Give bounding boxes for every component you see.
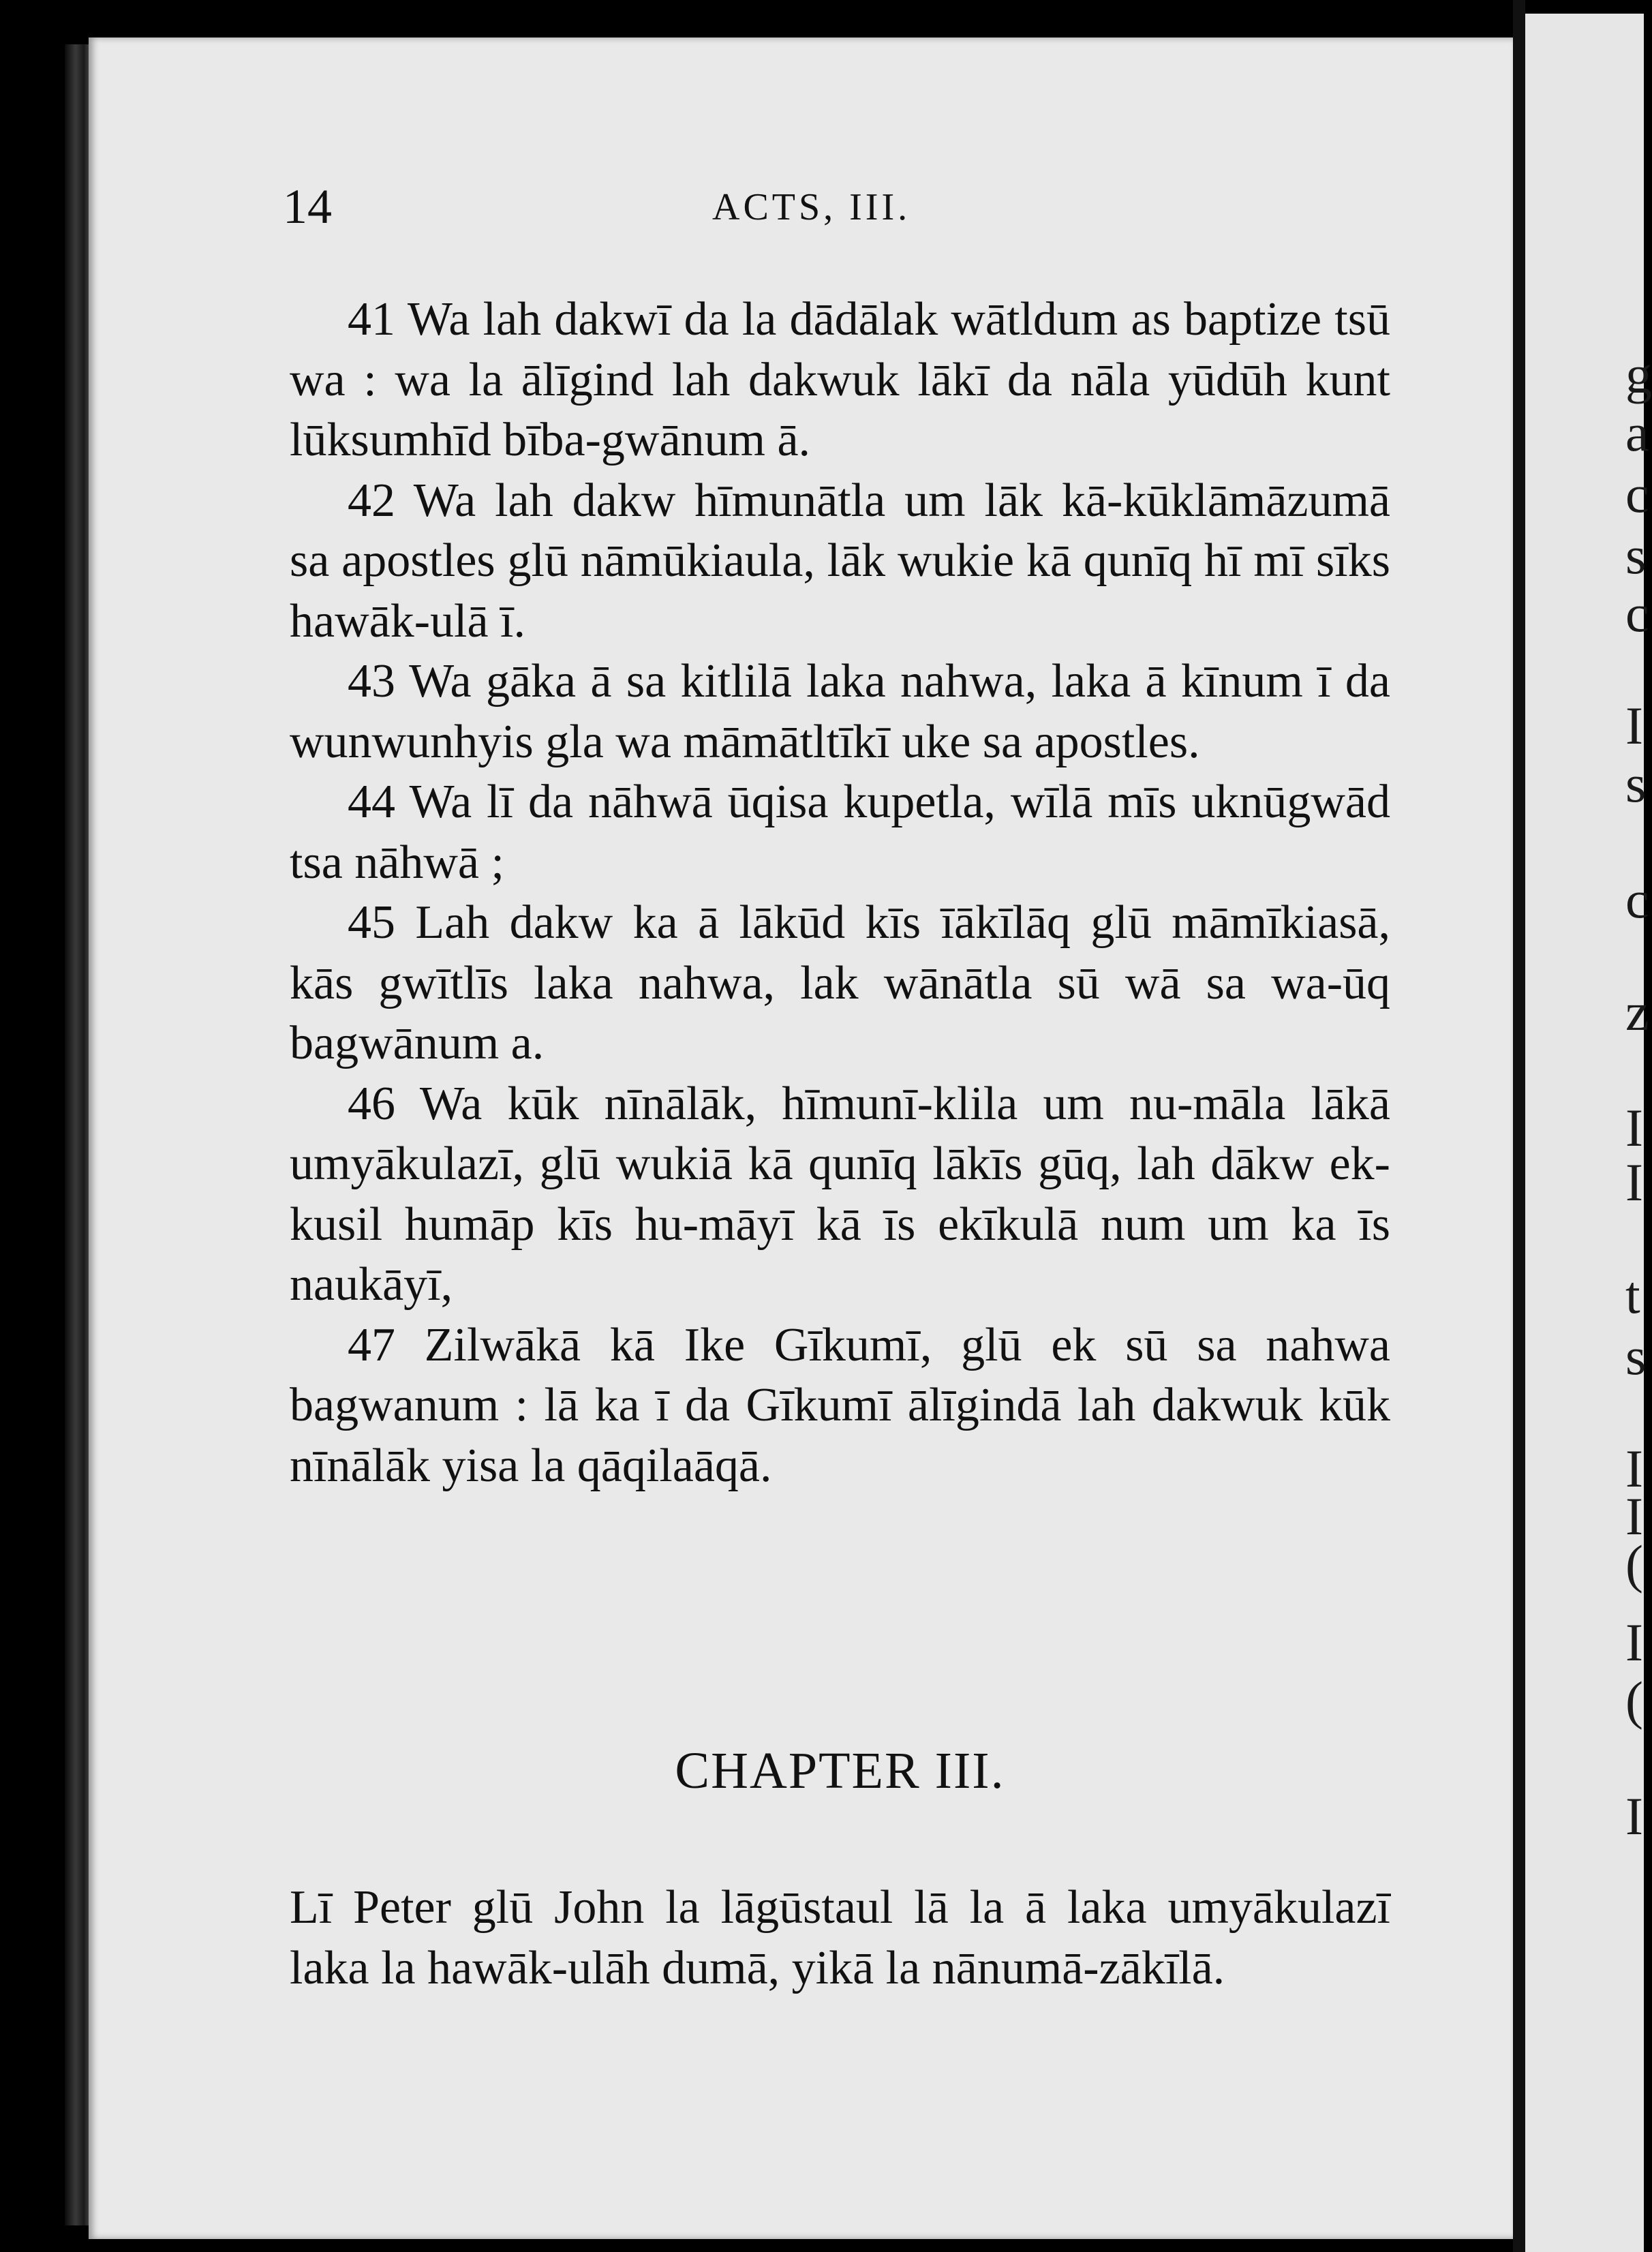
facing-page-letter: g <box>1625 345 1652 404</box>
verse-46: 46 Wa kūk nīnālāk, hīmunī-klila um nu-māla lākā umyākulazī, glū wukiā kā qunīq lākīs gūq, lah dākw ek-kusil humāp kīs hu-māyī kā īs ekīkulā num um ka īs naukāyī, <box>290 1077 1390 1311</box>
verse-block <box>290 290 1390 1496</box>
facing-page-letter: c <box>1625 870 1649 929</box>
chapter-heading: CHAPTER III. <box>675 1742 1005 1799</box>
verse-43: 43 Wa gāka ā sa kitlilā laka nahwa, laka ā kīnum ī da wunwunhyis gla wa māmātltīkī uke sa apostles. <box>290 655 1390 768</box>
facing-page-letter: c <box>1625 464 1649 523</box>
verse-44: 44 Wa lī da nāhwā ūqisa kupetla, wīlā mīs uknūgwād tsa nāhwā ; <box>290 776 1390 889</box>
page-edge <box>65 44 92 2225</box>
verse-41: 41 Wa lah dakwī da la dādālak wātldum as baptize tsū wa : wa la ālīgind lah dakwuk lākī da nāla yūdūh kunt lūksumhīd bība-gwānum ā. <box>290 293 1390 466</box>
facing-page-letter: I <box>1625 1098 1643 1157</box>
facing-page-letter: s <box>1625 754 1647 813</box>
facing-page-letter: I <box>1625 1487 1643 1546</box>
facing-page-letter: s <box>1625 1326 1647 1386</box>
running-head <box>283 179 1373 240</box>
facing-page-letter: ( <box>1625 1671 1643 1730</box>
facing-page-letter: I <box>1625 1786 1643 1846</box>
facing-page-letter: t <box>1625 1265 1640 1324</box>
facing-page-letter: I <box>1625 1613 1643 1672</box>
facing-page-letter: a <box>1625 403 1649 462</box>
facing-page-letter: ( <box>1625 1534 1643 1594</box>
facing-page-letter: I <box>1625 1153 1643 1212</box>
verse-47: 47 Zilwākā kā Ike Gīkumī, glū ek sū sa nahwa bagwanum : lā ka ī da Gīkumī ālīgindā lah dakwuk kūk nīnālāk yisa la qāqilaāqā. <box>290 1318 1390 1492</box>
verse-45: 45 Lah dakw ka ā lākūd kīs īākīlāq glū māmīkiasā, kās gwītlīs laka nahwa, lak wānātla sū wā sa wa-ūq bagwānum a. <box>290 896 1390 1069</box>
facing-page-letter: I <box>1625 696 1643 755</box>
facing-page-letter: s <box>1625 526 1647 585</box>
book-gutter <box>1513 0 1525 2252</box>
page-number: 14 <box>283 179 332 234</box>
verse-42: 42 Wa lah dakw hīmunātla um lāk kā-kūklāmāzumā sa apostles glū nāmūkiaula, lāk wukie kā qunīq hī mī sīks hawāk-ulā ī. <box>290 474 1390 648</box>
facing-page-letter: z <box>1625 982 1649 1041</box>
chapter-summary: Lī Peter glū John la lāgūstaul lā la ā laka umyākulazī laka la hawāk-ulāh dumā, yikā la nānumā-zākīlā. <box>290 1881 1390 1994</box>
facing-page-letter: c <box>1625 583 1649 643</box>
running-title: ACTS, III. <box>712 186 911 228</box>
facing-page-letter: I <box>1625 1439 1643 1498</box>
